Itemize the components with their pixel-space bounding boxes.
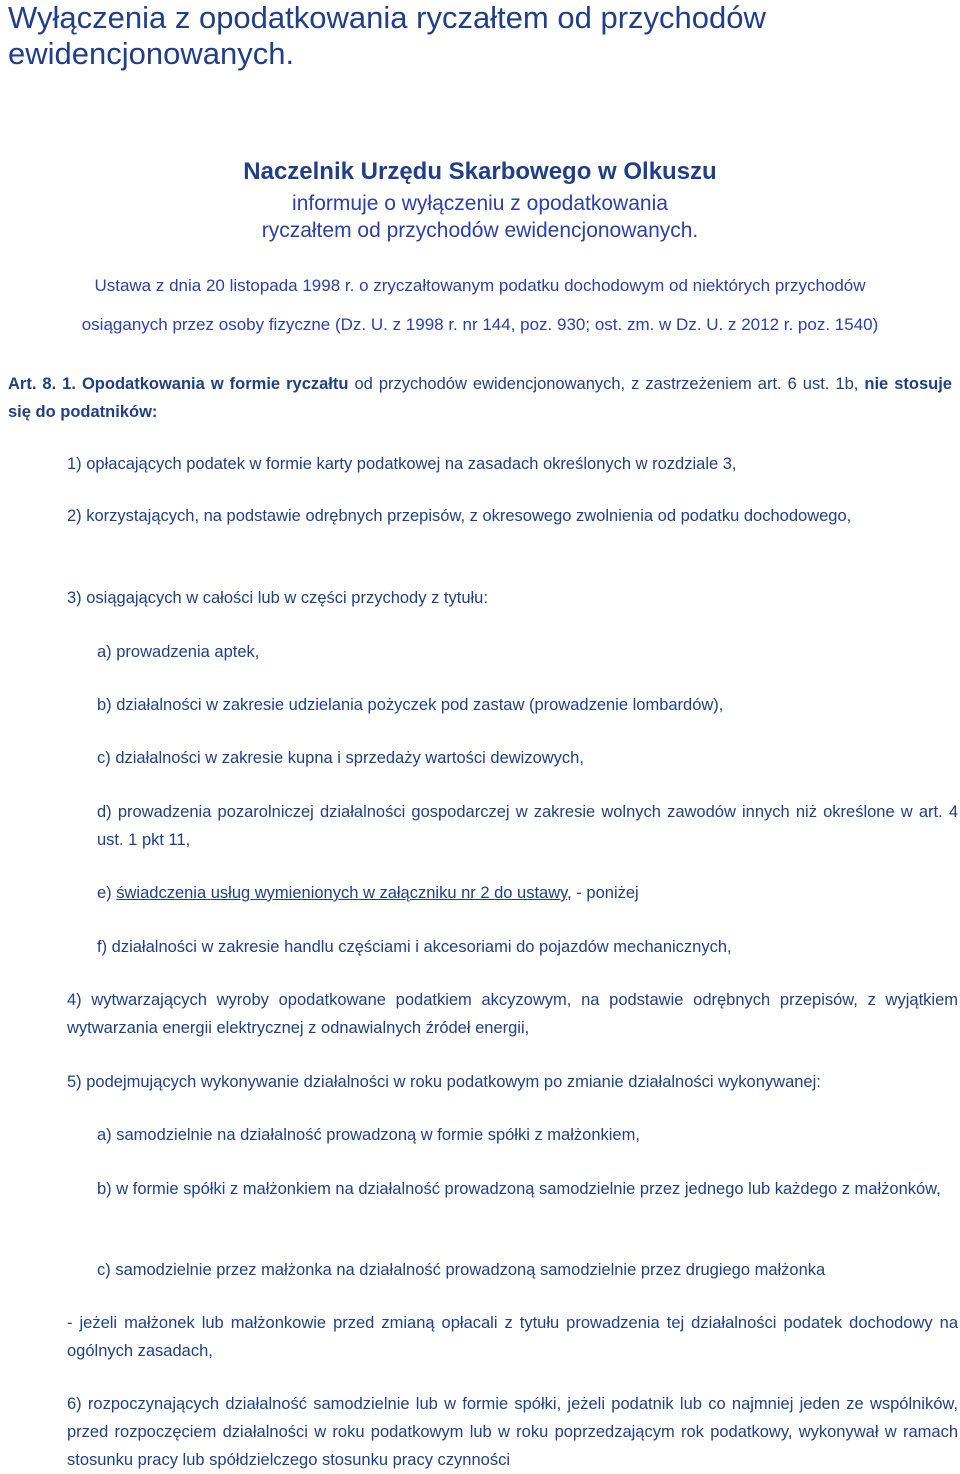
article-end-part: nie stosuje się do podatników: <box>8 375 952 421</box>
office-heading: Naczelnik Urzędu Skarbowego w Olkuszu <box>243 158 717 185</box>
article-bold-part: Opodatkowania w formie ryczałtu <box>81 375 349 393</box>
act-reference-line-2: osiąganych przez osoby fizyczne (Dz. U. z 1998 r. nr 144, poz. 930; ost. zm. w Dz. U. z 2012 r. poz. 1540) <box>81 315 879 334</box>
list-item-6: 6) rozpoczynających działalność samodzielnie lub w formie spółki, jeżeli podatnik lub co najmniej jeden ze wspólników, przed rozpoczęciem działalności w roku podatkowym lub w roku poprzedzającym rok podatkowy, wykonywał w ramach stosunku pracy lub spółdzielczego stosunku pracy czynności <box>67 1395 958 1469</box>
annex-link[interactable]: świadczenia usług wymienionych w załączniku nr 2 do ustawy <box>116 884 568 902</box>
list-item-3c: c) działalności w zakresie kupna i sprzedaży wartości dewizowych, <box>97 749 584 767</box>
list-item-3a: a) prowadzenia aptek, <box>97 643 260 661</box>
list-item-3b: b) działalności w zakresie udzielania pożyczek pod zastaw (prowadzenie lombardów), <box>97 696 724 714</box>
item-3e-prefix: e) <box>97 884 112 902</box>
list-item-3d: d) prowadzenia pozarolniczej działalności gospodarczej w zakresie wolnych zawodów innych niż określone w art. 4 ust. 1 pkt 11, <box>97 803 958 849</box>
article-intro <box>8 370 952 426</box>
article-ref: Art. 8. 1. <box>8 375 76 393</box>
info-line-1: informuje o wyłączeniu z opodatkowania <box>292 192 668 215</box>
list-item-5c: c) samodzielnie przez małżonka na działalność prowadzoną samodzielnie przez drugiego małżonka <box>97 1261 826 1279</box>
item-3e-suffix: , - poniżej <box>567 884 639 902</box>
list-item-3e <box>97 879 958 907</box>
list-item-4: 4) wytwarzających wyroby opodatkowane podatkiem akcyzowym, na podstawie odrębnych przepisów, z wyjątkiem wytwarzania energii elektrycznej z odnawialnych źródeł energii, <box>67 991 958 1037</box>
info-line-2: ryczałtem od przychodów ewidencjonowanych. <box>261 219 699 242</box>
list-item-3f: f) działalności w zakresie handlu częściami i akcesoriami do pojazdów mechanicznych, <box>97 938 732 956</box>
list-item-1: 1) opłacających podatek w formie karty podatkowej na zasadach określonych w rozdziale 3, <box>67 455 737 473</box>
list-item-3: 3) osiągających w całości lub w części przychody z tytułu: <box>67 589 488 607</box>
list-item-5a: a) samodzielnie na działalność prowadzoną w formie spółki z małżonkiem, <box>97 1126 640 1144</box>
list-item-5-tail: - jeżeli małżonek lub małżonkowie przed zmianą opłacali z tytułu prowadzenia tej działalności podatek dochodowy na ogólnych zasadach, <box>67 1314 958 1360</box>
act-reference-line-1: Ustawa z dnia 20 listopada 1998 r. o zryczałtowanym podatku dochodowym od niektórych przychodów <box>94 276 866 295</box>
article-middle-part: od przychodów ewidencjonowanych, z zastrzeżeniem art. 6 ust. 1b, <box>354 375 859 393</box>
list-item-5: 5) podejmujących wykonywanie działalności w roku podatkowym po zmianie działalności wykonywanej: <box>67 1073 821 1091</box>
list-item-5b: b) w formie spółki z małżonkiem na działalność prowadzoną samodzielnie przez jednego lub każdego z małżonków, <box>97 1180 941 1198</box>
page-title: Wyłączenia z opodatkowania ryczałtem od przychodów ewidencjonowanych. <box>8 0 766 71</box>
list-item-2: 2) korzystających, na podstawie odrębnych przepisów, z okresowego zwolnienia od podatku dochodowego, <box>67 507 852 525</box>
